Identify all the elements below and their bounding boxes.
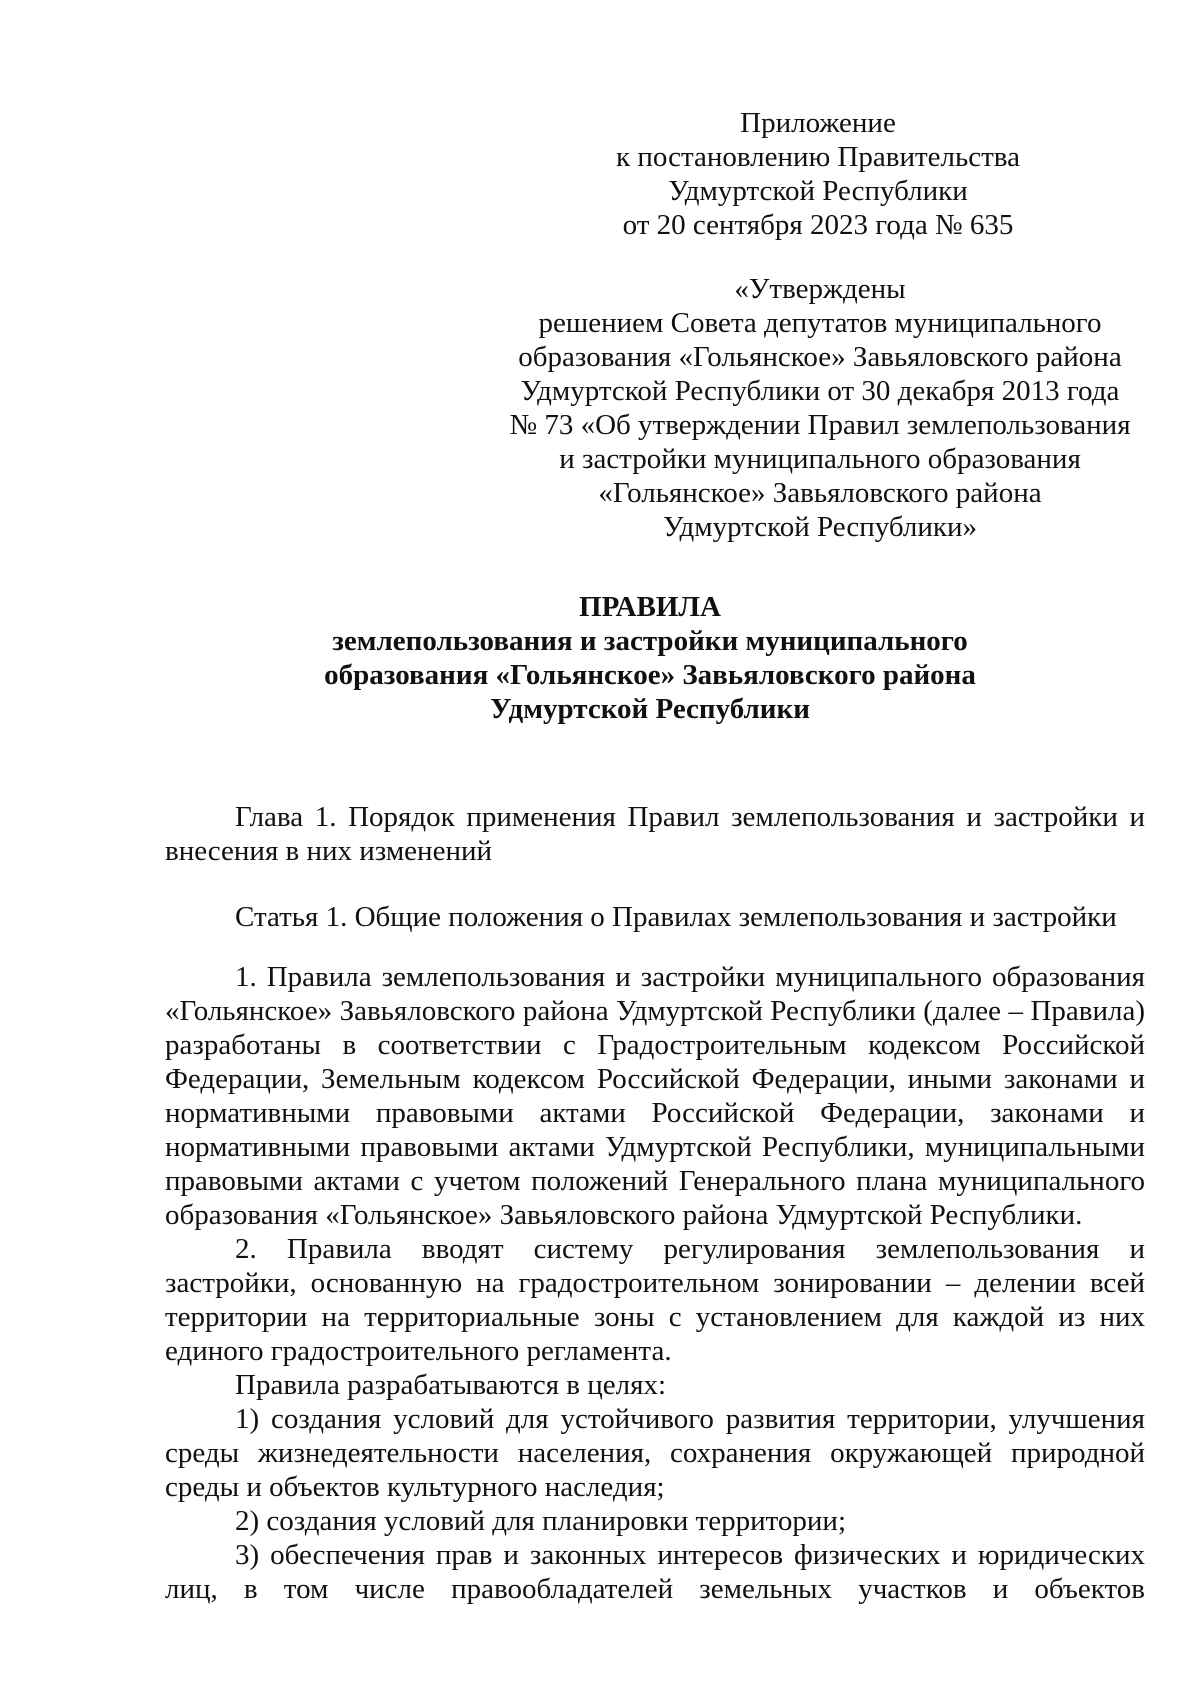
document-title (150, 590, 1150, 726)
approval-line: решением Совета депутатов муниципального (538, 307, 1102, 339)
approval-line: Удмуртской Республики» (663, 511, 977, 543)
chapter-heading: Глава 1. Порядок применения Правил землепользования и застройки и внесения в них изменений (165, 801, 1145, 867)
appendix-line: Удмуртской Республики (668, 175, 968, 207)
paragraph: Правила разрабатываются в целях: (235, 1369, 667, 1401)
approval-line: образования «Гольянское» Завьяловского района (518, 341, 1122, 373)
appendix-line: к постановлению Правительства (616, 141, 1020, 173)
approval-line: и застройки муниципального образования (559, 443, 1081, 475)
title-line: ПРАВИЛА (579, 591, 721, 623)
approval-block (500, 272, 1140, 544)
paragraph: 2. Правила вводят систему регулирования землепользования и застройки, основанную на градостроительном зонировании – делении всей территории на территориальные зоны с установлением для каждой из них единого градостроительного регламента. (165, 1233, 1145, 1367)
appendix-line: от 20 сентября 2023 года № 635 (622, 209, 1014, 241)
article-heading: Статья 1. Общие положения о Правилах землепользования и застройки (235, 901, 1117, 933)
title-line: землепользования и застройки муниципального (332, 625, 968, 657)
approval-line: Удмуртской Республики от 30 декабря 2013 года (520, 375, 1120, 407)
appendix-block (588, 106, 1048, 242)
title-line: образования «Гольянское» Завьяловского района (324, 659, 976, 691)
paragraph: 1. Правила землепользования и застройки муниципального образования «Гольянское» Завьяловского района Удмуртской Республики (далее – Правила) разработаны в соответствии с Градостроительным кодексом Российской Федерации, Земельным кодексом Российской Федерации, иными законами и нормативными правовыми актами Российской Федерации, законами и нормативными правовыми актами Удмуртской Республики, муниципальными правовыми актами с учетом положений Генерального плана муниципального образования «Гольянское» Завьяловского района Удмуртской Республики. (165, 961, 1145, 1231)
article-body (165, 960, 1145, 1606)
paragraph: 3) обеспечения прав и законных интересов физических и юридических лиц, в том числе правообладателей земельных участков и объектов (165, 1539, 1145, 1605)
appendix-line: Приложение (740, 107, 896, 139)
approval-line: «Гольянское» Завьяловского района (598, 477, 1042, 509)
paragraph: 2) создания условий для планировки территории; (235, 1505, 847, 1537)
approval-line: № 73 «Об утверждении Правил землепользования (509, 409, 1131, 441)
paragraph: 1) создания условий для устойчивого развития территории, улучшения среды жизнедеятельности населения, сохранения окружающей природной среды и объектов культурного наследия; (165, 1403, 1145, 1503)
title-line: Удмуртской Республики (490, 693, 810, 725)
approval-line: «Утверждены (734, 273, 906, 305)
